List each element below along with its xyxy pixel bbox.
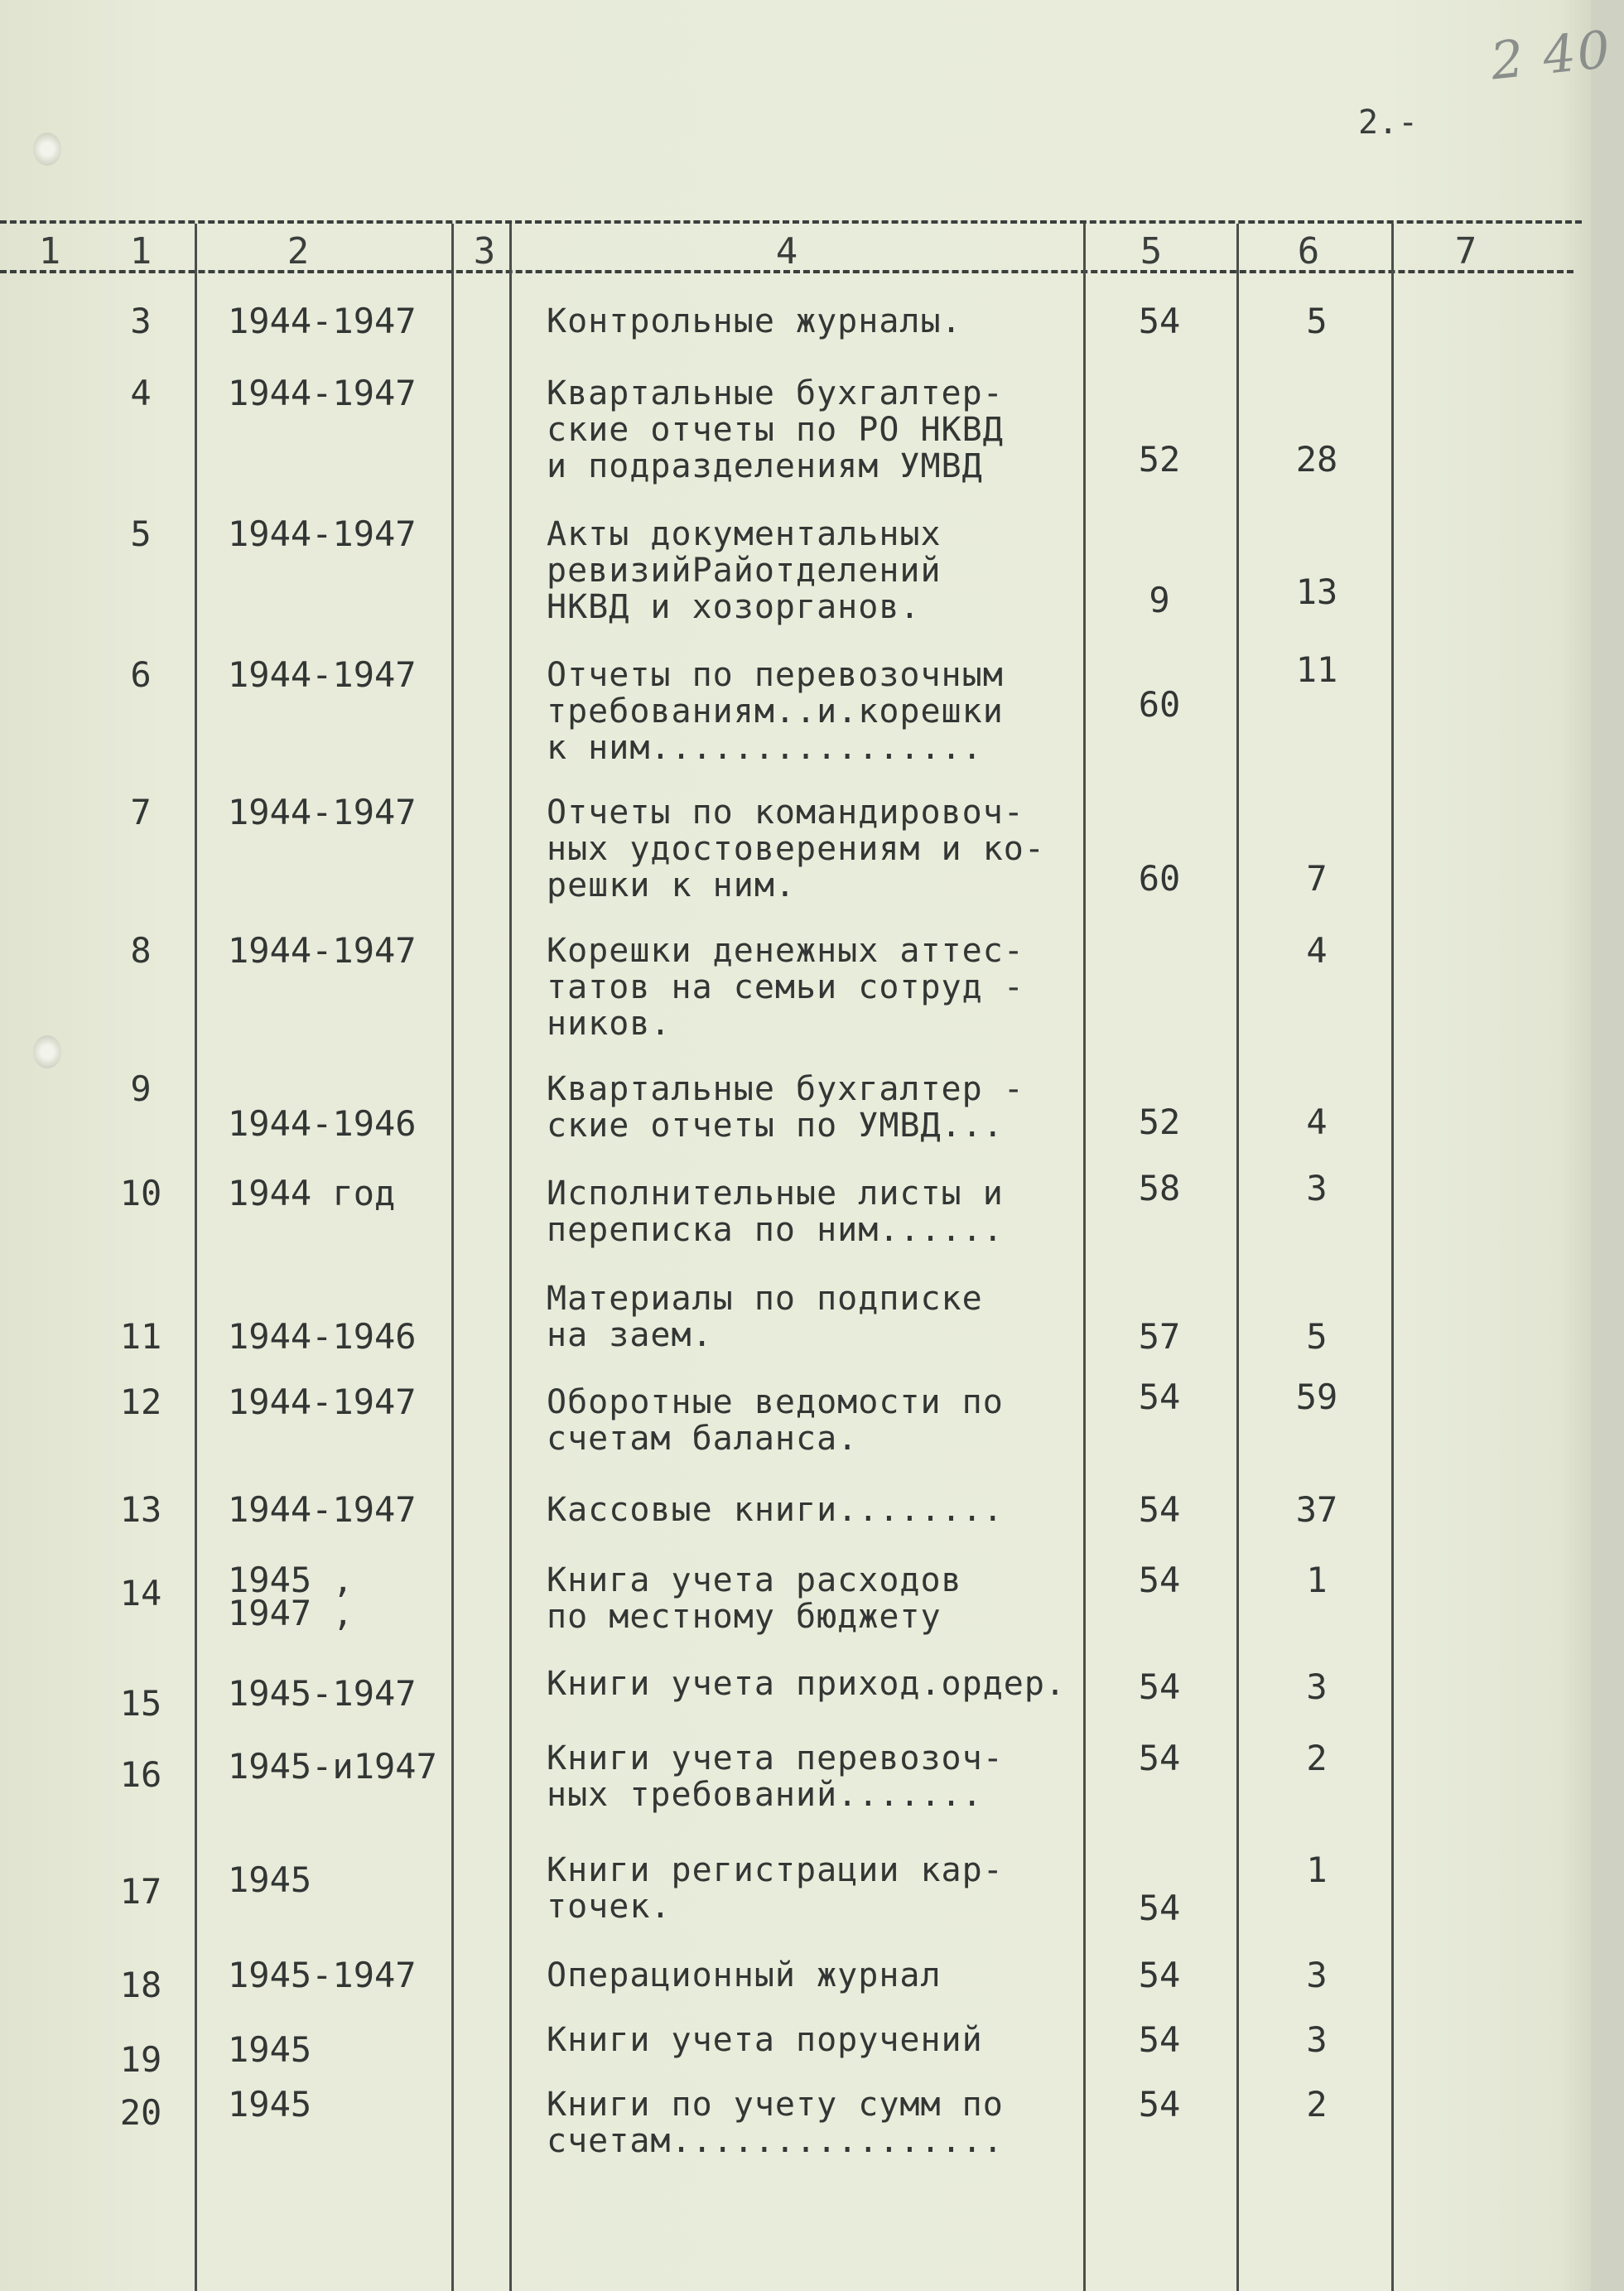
row-title: ревизийРайотделений <box>547 552 942 590</box>
column-divider <box>195 224 197 2291</box>
row-title: Отчеты по командировоч- <box>547 793 1024 832</box>
row-col5: 9 <box>1149 580 1170 620</box>
header-col-2: 2 <box>287 230 310 273</box>
row-years: 1945-1947 <box>228 1955 417 1995</box>
row-col5: 57 <box>1138 1316 1181 1357</box>
row-number: 12 <box>119 1382 162 1422</box>
row-col6: 2 <box>1306 2084 1328 2125</box>
row-col6: 1 <box>1306 1850 1328 1890</box>
row-title: ские отчеты по УМВД... <box>547 1107 1004 1145</box>
row-number: 16 <box>119 1754 162 1795</box>
row-years: 1944-1947 <box>228 792 417 832</box>
row-number: 11 <box>119 1316 162 1357</box>
row-col5: 52 <box>1138 439 1181 480</box>
row-title: Книги регистрации кар- <box>547 1851 1004 1889</box>
row-number: 15 <box>119 1683 162 1724</box>
row-title: на заем. <box>547 1316 713 1354</box>
row-col6: 1 <box>1306 1560 1328 1600</box>
row-title: Книги учета приход.ордер. <box>547 1665 1067 1703</box>
row-years: 1944-1947 <box>228 654 417 695</box>
row-years: 1945 <box>228 1859 312 1900</box>
row-col6: 3 <box>1306 1955 1328 1995</box>
row-title: Квартальные бухгалтер - <box>547 1070 1024 1108</box>
row-number: 8 <box>130 930 152 971</box>
row-col5: 60 <box>1138 858 1181 899</box>
row-years: 1944-1947 <box>228 301 417 341</box>
row-col6: 5 <box>1306 301 1328 341</box>
row-title: Контрольные журналы. <box>547 302 962 340</box>
row-years: 1945 <box>228 2084 312 2125</box>
row-title: счетам баланса. <box>547 1420 859 1458</box>
row-years: 1944-1946 <box>228 1103 417 1144</box>
row-title: Квартальные бухгалтер- <box>547 374 1004 412</box>
row-years: 1945-и1947 <box>228 1746 437 1787</box>
header-col-7: 7 <box>1454 230 1477 273</box>
row-title: ников. <box>547 1005 672 1043</box>
row-years: 1944 год <box>228 1173 396 1213</box>
row-title: счетам................ <box>547 2122 1004 2160</box>
header-col-0: 1 <box>38 230 61 273</box>
row-title: точек. <box>547 1888 672 1926</box>
row-years: 1945 <box>228 2029 312 2070</box>
row-col6: 4 <box>1306 930 1328 971</box>
row-number: 6 <box>130 654 152 695</box>
row-years: 1944-1947 <box>228 373 417 413</box>
row-number: 20 <box>119 2092 162 2133</box>
row-col5: 54 <box>1138 301 1181 341</box>
row-number: 10 <box>119 1173 162 1213</box>
row-number: 17 <box>119 1871 162 1912</box>
row-number: 9 <box>130 1068 152 1109</box>
header-col-1: 1 <box>129 230 152 273</box>
row-title: и подразделениям УМВД <box>547 447 983 485</box>
row-title: Книга учета расходов <box>547 1561 962 1599</box>
row-col5: 54 <box>1138 1489 1181 1530</box>
column-divider <box>509 224 512 2291</box>
row-col5: 54 <box>1138 1666 1181 1707</box>
row-col6: 11 <box>1295 649 1338 690</box>
row-years: 1944-1947 <box>228 514 417 554</box>
row-title: Корешки денежных аттес- <box>547 932 1024 970</box>
row-title: решки к ним. <box>547 866 796 904</box>
row-years: 1944-1947 <box>228 1489 417 1530</box>
row-title: Кассовые книги........ <box>547 1491 1004 1529</box>
row-title: по местному бюджету <box>547 1598 942 1636</box>
row-col5: 54 <box>1138 1560 1181 1600</box>
row-number: 3 <box>130 301 152 341</box>
row-title: требованиям..и.корешки <box>547 692 1004 731</box>
row-number: 14 <box>119 1573 162 1613</box>
row-title: Оборотные ведомости по <box>547 1383 1004 1421</box>
row-col5: 54 <box>1138 1377 1181 1417</box>
row-number: 13 <box>119 1489 162 1530</box>
row-col5: 54 <box>1138 1955 1181 1995</box>
row-col5: 58 <box>1138 1168 1181 1208</box>
row-years: 1945 , <box>228 1560 354 1600</box>
row-title: НКВД и хозорганов. <box>547 588 921 626</box>
row-col6: 28 <box>1295 439 1338 480</box>
row-title: Книги учета поручений <box>547 2021 983 2059</box>
row-years: 1947 , <box>228 1593 354 1633</box>
row-col5: 60 <box>1138 684 1181 725</box>
row-col5: 54 <box>1138 2019 1181 2060</box>
row-number: 4 <box>130 373 152 413</box>
row-col6: 3 <box>1306 1168 1328 1208</box>
row-col6: 4 <box>1306 1102 1328 1142</box>
row-title: переписка по ним...... <box>547 1211 1004 1249</box>
row-number: 18 <box>119 1965 162 2005</box>
row-title: Отчеты по перевозочным <box>547 656 1004 694</box>
row-title: к ним................ <box>547 729 983 767</box>
column-divider <box>1236 224 1239 2291</box>
row-title: Операционный журнал <box>547 1956 942 1994</box>
row-col5: 54 <box>1138 1738 1181 1778</box>
punch-hole <box>33 133 61 166</box>
column-divider <box>1391 224 1394 2291</box>
row-col6: 2 <box>1306 1738 1328 1778</box>
row-number: 5 <box>130 514 152 554</box>
table-top-rule <box>0 220 1582 224</box>
archive-page-number: 2 40 <box>1487 18 1615 92</box>
page-edge <box>1591 0 1624 2291</box>
row-number: 19 <box>119 2039 162 2080</box>
row-title: ных удостоверениям и ко- <box>547 830 1045 868</box>
row-title: Материалы по подписке <box>547 1280 983 1318</box>
row-number: 7 <box>130 792 152 832</box>
row-col6: 59 <box>1295 1377 1338 1417</box>
row-years: 1945-1947 <box>228 1673 417 1714</box>
punch-hole <box>33 1035 61 1068</box>
row-col5: 54 <box>1138 1888 1181 1928</box>
page-number: 2.- <box>1358 104 1419 142</box>
row-title: ские отчеты по РО НКВД <box>547 411 1004 449</box>
row-col6: 13 <box>1295 572 1338 612</box>
row-years: 1944-1947 <box>228 930 417 971</box>
row-col6: 3 <box>1306 1666 1328 1707</box>
row-col5: 54 <box>1138 2084 1181 2125</box>
row-col6: 3 <box>1306 2019 1328 2060</box>
row-years: 1944-1946 <box>228 1316 417 1357</box>
row-years: 1944-1947 <box>228 1382 417 1422</box>
header-col-6: 6 <box>1297 230 1320 273</box>
row-title: Акты документальных <box>547 515 942 553</box>
row-title: Исполнительные листы и <box>547 1174 1004 1213</box>
header-col-5: 5 <box>1140 230 1163 273</box>
row-title: Книги учета перевозоч- <box>547 1739 1004 1777</box>
row-title: Книги по учету сумм по <box>547 2086 1004 2124</box>
row-title: татов на семьи сотруд - <box>547 968 1024 1006</box>
row-col6: 7 <box>1306 858 1328 899</box>
header-col-4: 4 <box>775 230 798 273</box>
column-divider <box>451 224 454 2291</box>
row-col6: 37 <box>1295 1489 1338 1530</box>
row-title: ных требований....... <box>547 1776 983 1814</box>
row-col6: 5 <box>1306 1316 1328 1357</box>
row-col5: 52 <box>1138 1102 1181 1142</box>
header-col-3: 3 <box>473 230 496 273</box>
